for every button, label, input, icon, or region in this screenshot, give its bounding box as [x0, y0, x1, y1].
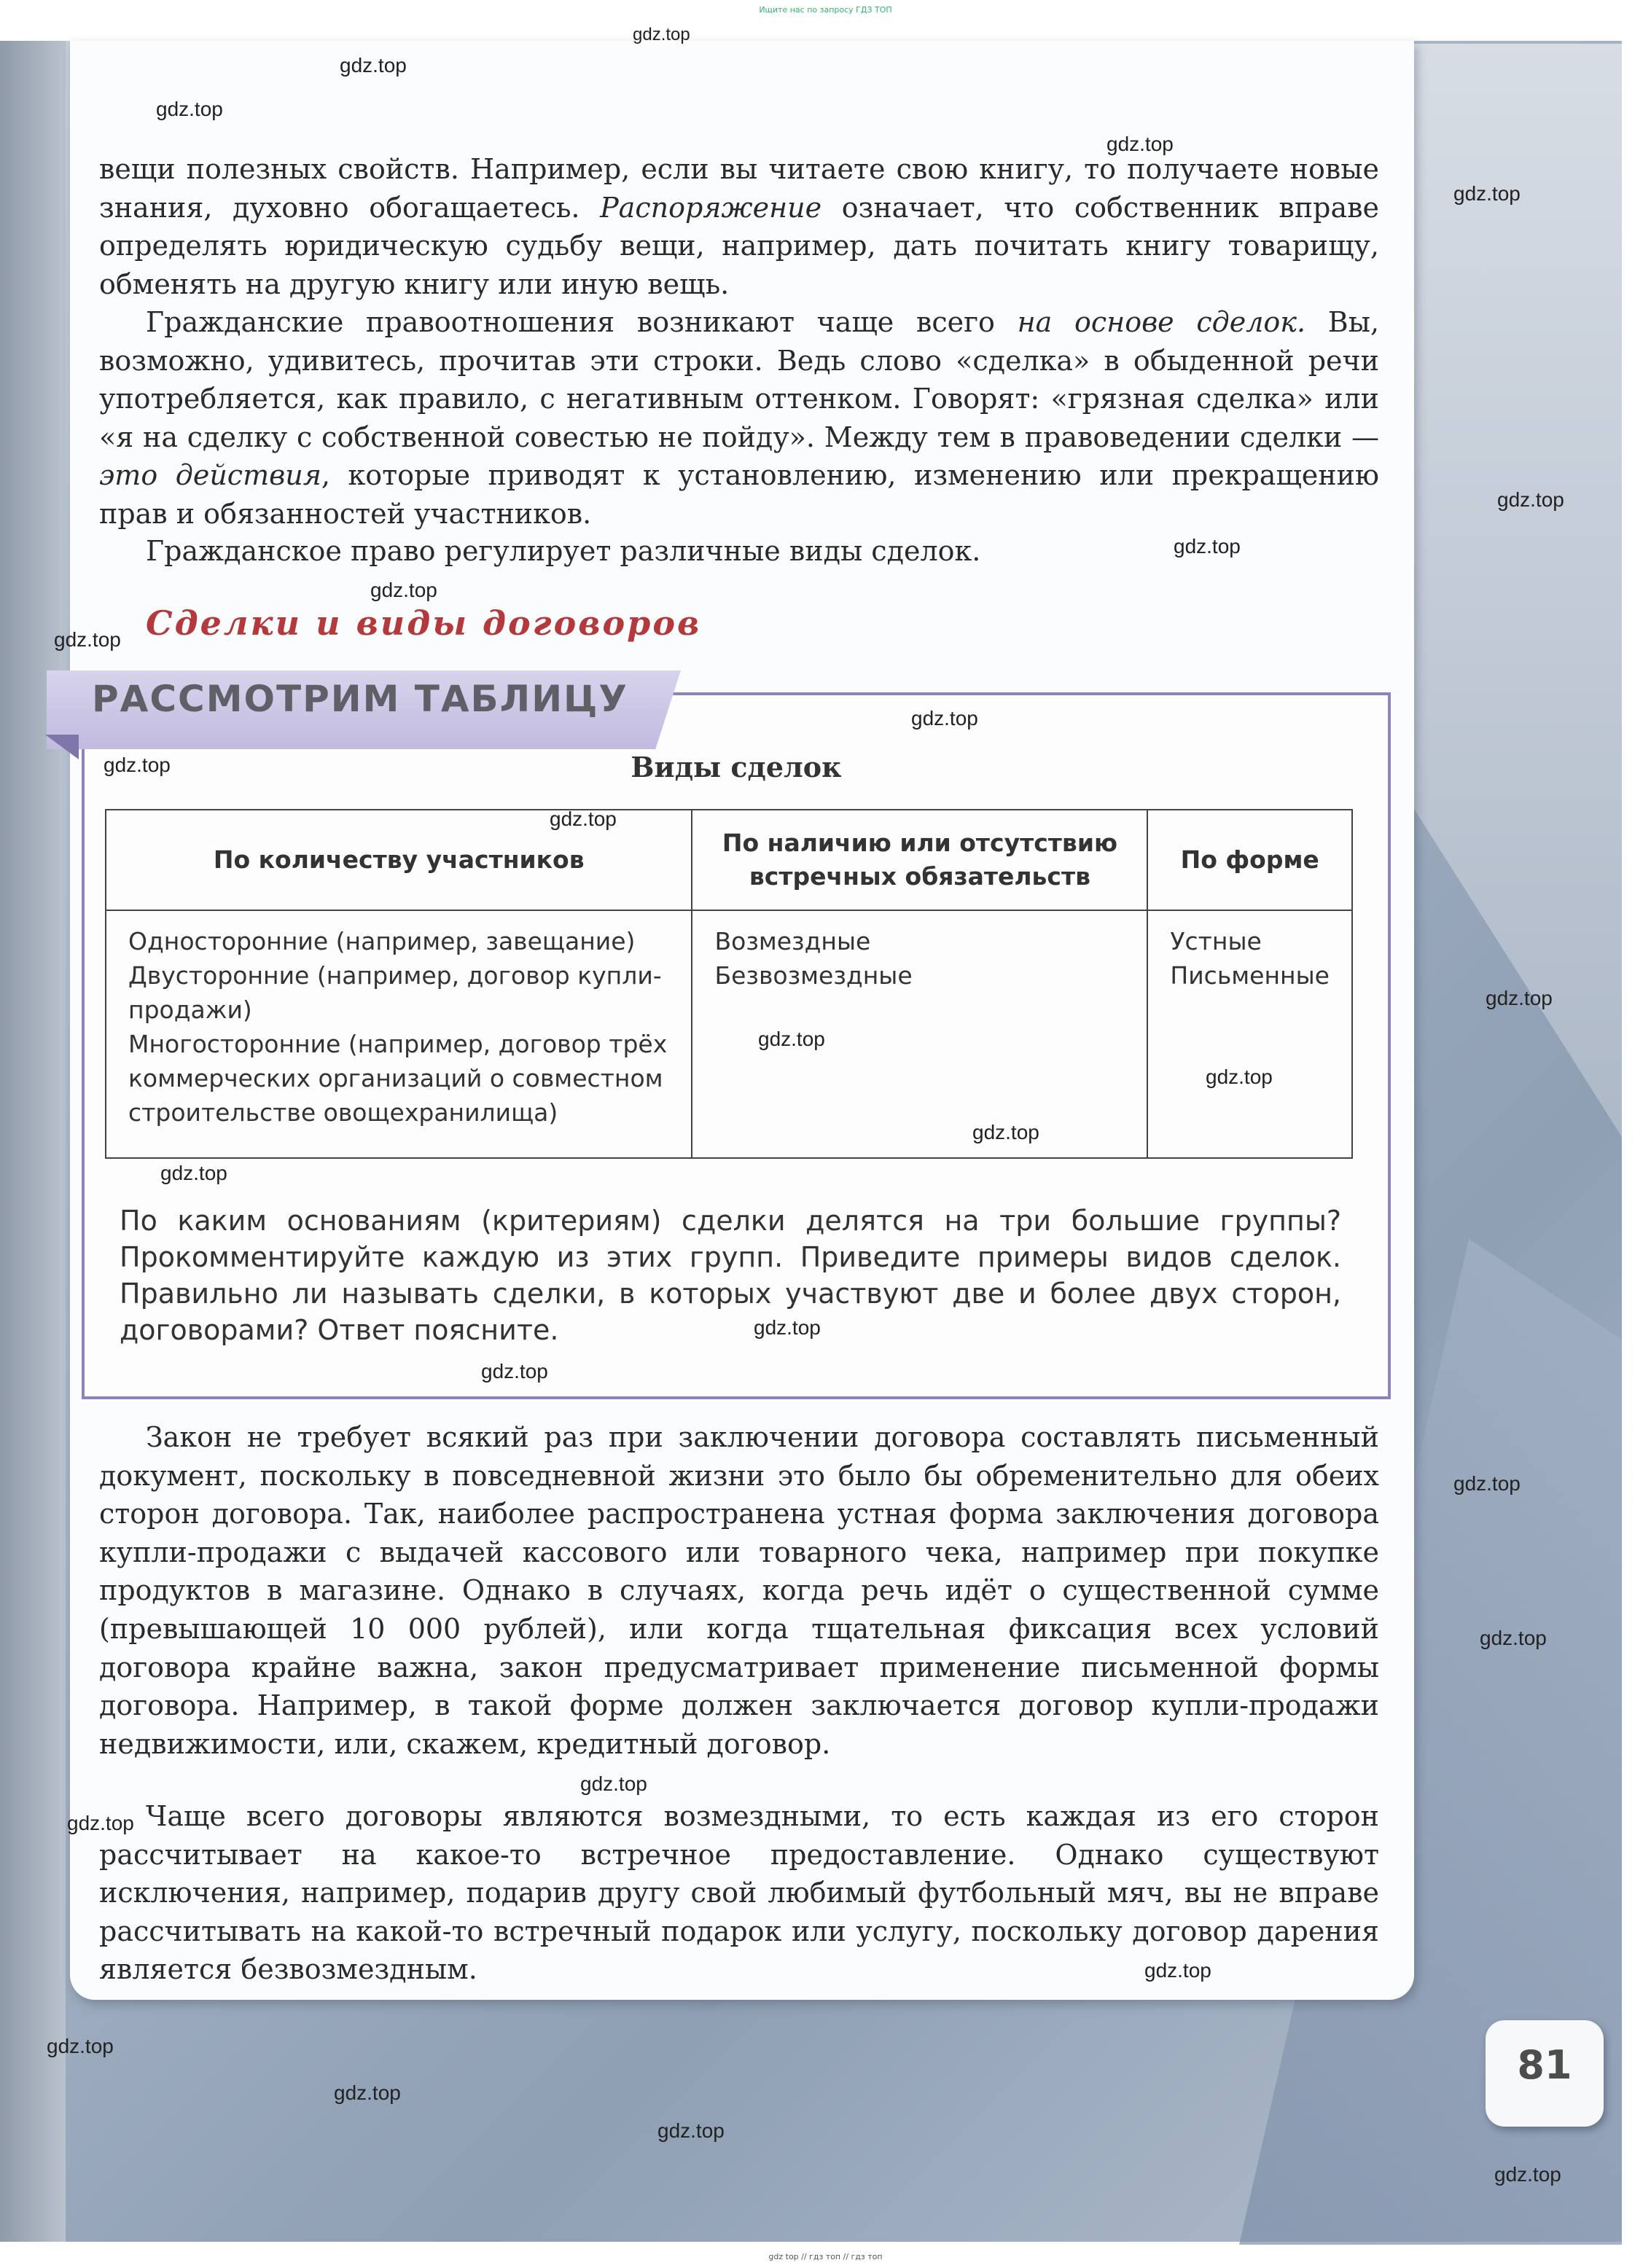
paragraph-gratuitous: Чаще всего договоры являются возмездными, то есть каждая из его сторон рассчитывает на какое-то встречное предоставление. Однако существуют исключения, например, подарив другу свой любимый футбольный мяч, вы не вправе рассчитывать на какой-то встречный подарок или услугу, поскольку договор дарения является безвозмездным. — [99, 1800, 1379, 1986]
header-by-obligations: По наличию или отсутствию встречных обязательств — [692, 810, 1147, 910]
cell-participants — [106, 910, 692, 1158]
watermark: gdz.top — [1453, 182, 1521, 205]
watermark: gdz.top — [972, 1121, 1039, 1143]
table-question: По каким основаниям (критериям) сделки делятся на три большие группы? Прокомментируйте каждую из этих групп. Приведите примеры видов сделок. Правильно ли называть сделки, в которых участвуют две и более двух сторон, договорами? Ответ поясните. — [120, 1205, 1341, 1346]
watermark: gdz.top — [633, 25, 690, 44]
watermark: gdz.top — [1206, 1065, 1273, 1088]
paragraph-contract-form: Закон не требует всякий раз при заключении договора составлять письменный документ, поскольку в повседневной жизни это было бы обременительно для обеих сторон договора. Так, наиболее распространена устная форма заключения договора купли-продажи с выдачей кассового или товарного чека, например при покупке продуктов в магазине. Однако в случаях, когда речь идёт о существенной сумме (превышающей 10 000 рублей), или когда тщательная фиксация всех условий договора крайне важна, закон предусматривает применение письменной формы договора. Например, в такой форме должен заключается договор купли-продажи недвижимости, или, скажем, кредитный договор. — [99, 1421, 1379, 1760]
watermark: gdz.top — [370, 579, 437, 601]
watermark: gdz.top — [481, 1360, 548, 1383]
watermark: gdz.top — [1144, 1959, 1211, 1982]
section-heading: Сделки и виды договоров — [146, 603, 702, 643]
watermark: gdz.top — [156, 98, 223, 120]
watermark: gdz.top — [1106, 133, 1174, 155]
paragraph-deals: Гражданские правоотношения возникают чаще всего на основе сделок. Вы, возможно, удивитесь, прочитав эти строки. Ведь слово «сделка» в обыденной речи употребляется, как правило, с негативным оттенком. Говорят: «грязная сделка» или «я на сделку с собственной совестью не пойду». Между тем в правоведении сделки — это действия, которые приводят к установлению, изменению или прекращению прав и обязанностей участников. — [99, 306, 1380, 530]
table-row — [106, 910, 1352, 1158]
watermark: gdz.top — [1497, 488, 1564, 511]
list-item: Письменные — [1170, 961, 1330, 990]
ribbon-label: РАССМОТРИМ ТАБЛИЦУ — [92, 678, 628, 720]
cell-form — [1147, 910, 1352, 1158]
watermark: gdz.top — [104, 754, 171, 776]
watermark: gdz.top — [1453, 1472, 1521, 1495]
paragraph-ownership: вещи полезных свойств. Например, если вы читаете свою книгу, то получаете новые знания, духовно обогащаетесь. Распоряжение означает, что собственник вправе определять юридическую судьбу вещи, например, дать почитать книгу товарищу, обменять на другую книгу или иную вещь. — [99, 153, 1380, 300]
list-item: Многосторонние (например, договор трёх коммерческих организаций о совместном строительстве овощехранилища) — [128, 1030, 668, 1127]
list-item: Устные — [1170, 927, 1262, 955]
watermark: gdz.top — [340, 54, 407, 77]
watermark: gdz.top — [754, 1316, 821, 1339]
watermark: gdz.top — [580, 1772, 647, 1795]
list-item: Возмездные — [714, 927, 871, 955]
list-item: Двусторонние (например, договор купли-продажи) — [128, 961, 662, 1024]
table-title: Виды сделок — [631, 751, 842, 783]
paragraph-civil-law: Гражданское право регулирует различные виды сделок. — [146, 535, 981, 567]
watermark: gdz.top — [657, 2119, 725, 2142]
list-item: Безвозмездные — [714, 961, 913, 990]
watermark: gdz.top — [1486, 987, 1553, 1009]
list-item: Односторонние (например, завещание) — [128, 927, 636, 955]
watermark: gdz.top — [1174, 535, 1241, 558]
watermark: gdz.top — [54, 628, 121, 651]
watermark: gdz.top — [911, 707, 978, 730]
header-by-participants: По количеству участников — [106, 810, 692, 910]
watermark: gdz.top — [160, 1162, 227, 1184]
binding-strip — [0, 41, 66, 2242]
top-banner[interactable]: Ищите нас по запросу ГДЗ ТОП — [759, 5, 892, 15]
watermark: gdz.top — [47, 2035, 114, 2057]
deals-table — [105, 809, 1353, 1159]
watermark: gdz.top — [758, 1028, 825, 1050]
watermark: gdz.top — [1480, 1627, 1547, 1649]
watermark: gdz.top — [550, 808, 617, 830]
watermark: gdz.top — [67, 1812, 134, 1834]
watermark: gdz.top — [334, 2081, 401, 2104]
page-number: 81 — [1517, 2042, 1572, 2088]
bottom-banner[interactable]: gdz top // гдз топ // гдз топ — [768, 2252, 883, 2261]
table-header-row — [106, 810, 1352, 910]
header-by-form: По форме — [1147, 810, 1352, 910]
watermark: gdz.top — [1494, 2163, 1561, 2186]
